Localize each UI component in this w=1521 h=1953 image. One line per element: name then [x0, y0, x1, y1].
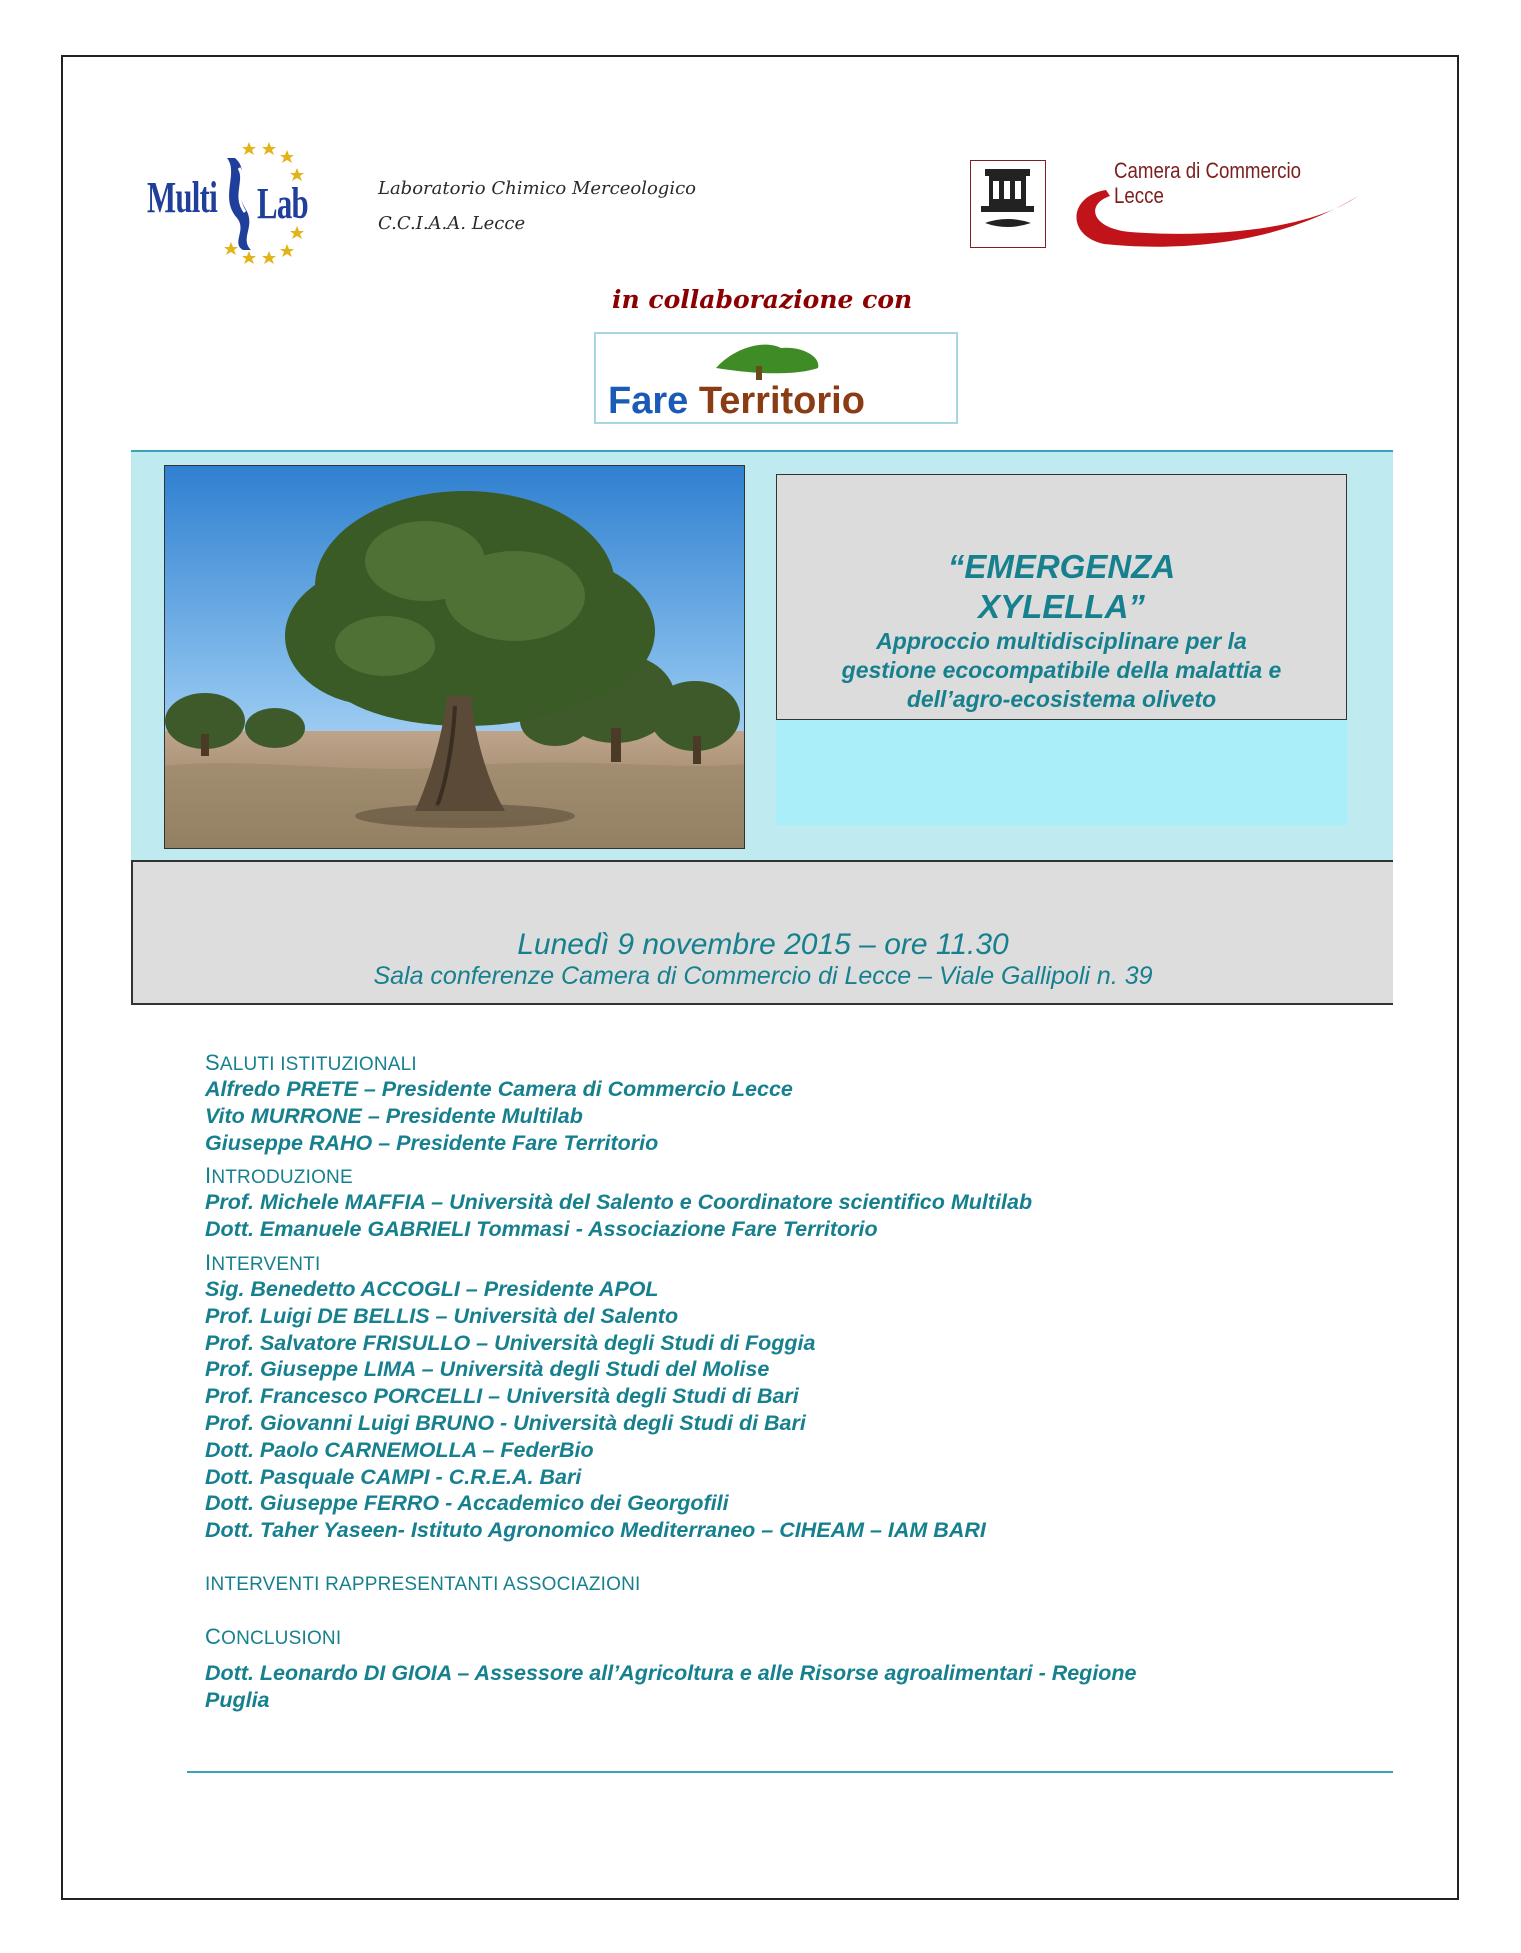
fare-word: Fare	[608, 380, 689, 422]
list-item: Dott. Emanuele GABRIELI Tommasi - Associazione Fare Territorio	[205, 1217, 878, 1242]
program	[205, 1050, 1385, 1714]
camera-line1: Camera di Commercio	[1114, 158, 1302, 183]
event-title-line2: XYLELLA”	[978, 588, 1145, 625]
olive-tree-photo	[164, 465, 745, 849]
list-item: Dott. Pasquale CAMPI - C.R.E.A. Bari	[205, 1464, 582, 1489]
list-item: Puglia	[205, 1687, 270, 1712]
building-icon	[971, 161, 1044, 246]
collaboration-label: in collaborazione con	[612, 285, 913, 314]
list-item: Dott. Leonardo DI GIOIA – Assessore all’Agricoltura e alle Risorse agroalimentari - Regione	[205, 1660, 1137, 1685]
list-item: Prof. Francesco PORCELLI – Università degli Studi di Bari	[205, 1384, 799, 1409]
camera-emblem	[970, 160, 1046, 248]
lab-name: Laboratorio Chimico Merceologico	[378, 178, 697, 199]
list-item: Dott. Paolo CARNEMOLLA – FederBio	[205, 1437, 594, 1462]
section-heading-interventi: INTERVENTI	[205, 1249, 321, 1275]
section-heading-conclusioni: CONCLUSIONI	[205, 1623, 342, 1649]
list-item: Prof. Michele MAFFIA – Università del Salento e Coordinatore scientifico Multilab	[205, 1190, 1033, 1215]
list-item: Prof. Giuseppe LIMA – Università degli Studi del Molise	[205, 1357, 770, 1382]
list-item: Sig. Benedetto ACCOGLI – Presidente APOL	[205, 1276, 659, 1301]
list-item: Giuseppe RAHO – Presidente Fare Territorio	[205, 1130, 659, 1155]
territorio-word: Territorio	[698, 380, 865, 422]
list-item: Prof. Luigi DE BELLIS – Università del Salento	[205, 1303, 679, 1328]
cyan-panel	[776, 720, 1347, 825]
list-item: Alfredo PRETE – Presidente Camera di Commercio Lecce	[205, 1077, 793, 1101]
list-item: Dott. Taher Yaseen- Istituto Agronomico Mediterraneo – CIHEAM – IAM BARI	[205, 1518, 986, 1543]
list-item: Vito MURRONE – Presidente Multilab	[205, 1103, 583, 1128]
list-item: Dott. Giuseppe FERRO - Accademico dei Georgofili	[205, 1491, 729, 1516]
multilab-logo-lab: Lab	[257, 179, 308, 228]
date-box	[131, 860, 1393, 1005]
event-subtitle-line2: gestione ecocompatibile della malattia e	[841, 657, 1282, 683]
event-place: Sala conferenze Camera di Commercio di Lecce – Viale Gallipoli n. 39	[373, 962, 1153, 990]
multilab-logo-multi: Multi	[147, 173, 218, 222]
camera-line2: Lecce	[1114, 183, 1164, 208]
event-title-line1: “EMERGENZA	[947, 548, 1176, 585]
lab-org: C.C.I.A.A. Lecce	[378, 213, 526, 234]
fare-territorio-text	[608, 380, 865, 423]
event-date: Lunedì 9 novembre 2015 – ore 11.30	[517, 928, 1009, 961]
list-item: Prof. Giovanni Luigi BRUNO - Università degli Studi di Bari	[205, 1410, 806, 1435]
event-subtitle-line3: dell’agro-ecosistema oliveto	[906, 686, 1217, 712]
event-title-box	[776, 474, 1347, 720]
camera-swoosh-icon	[1060, 186, 1360, 250]
section-heading-saluti: SALUTI ISTITUZIONALI	[205, 1050, 417, 1075]
multilab-logo	[147, 138, 377, 268]
bottom-rule	[187, 1771, 1393, 1773]
event-subtitle-line1: Approccio multidisciplinare per la	[876, 628, 1247, 654]
list-item: Prof. Salvatore FRISULLO – Università degli Studi di Foggia	[205, 1330, 816, 1355]
olive-tree-image	[165, 466, 745, 849]
fare-territorio-logo	[594, 332, 958, 424]
section-heading-associazioni: INTERVENTI RAPPRESENTANTI ASSOCIAZIONI	[205, 1573, 641, 1595]
section-heading-introduzione: INTRODUZIONE	[205, 1163, 353, 1189]
